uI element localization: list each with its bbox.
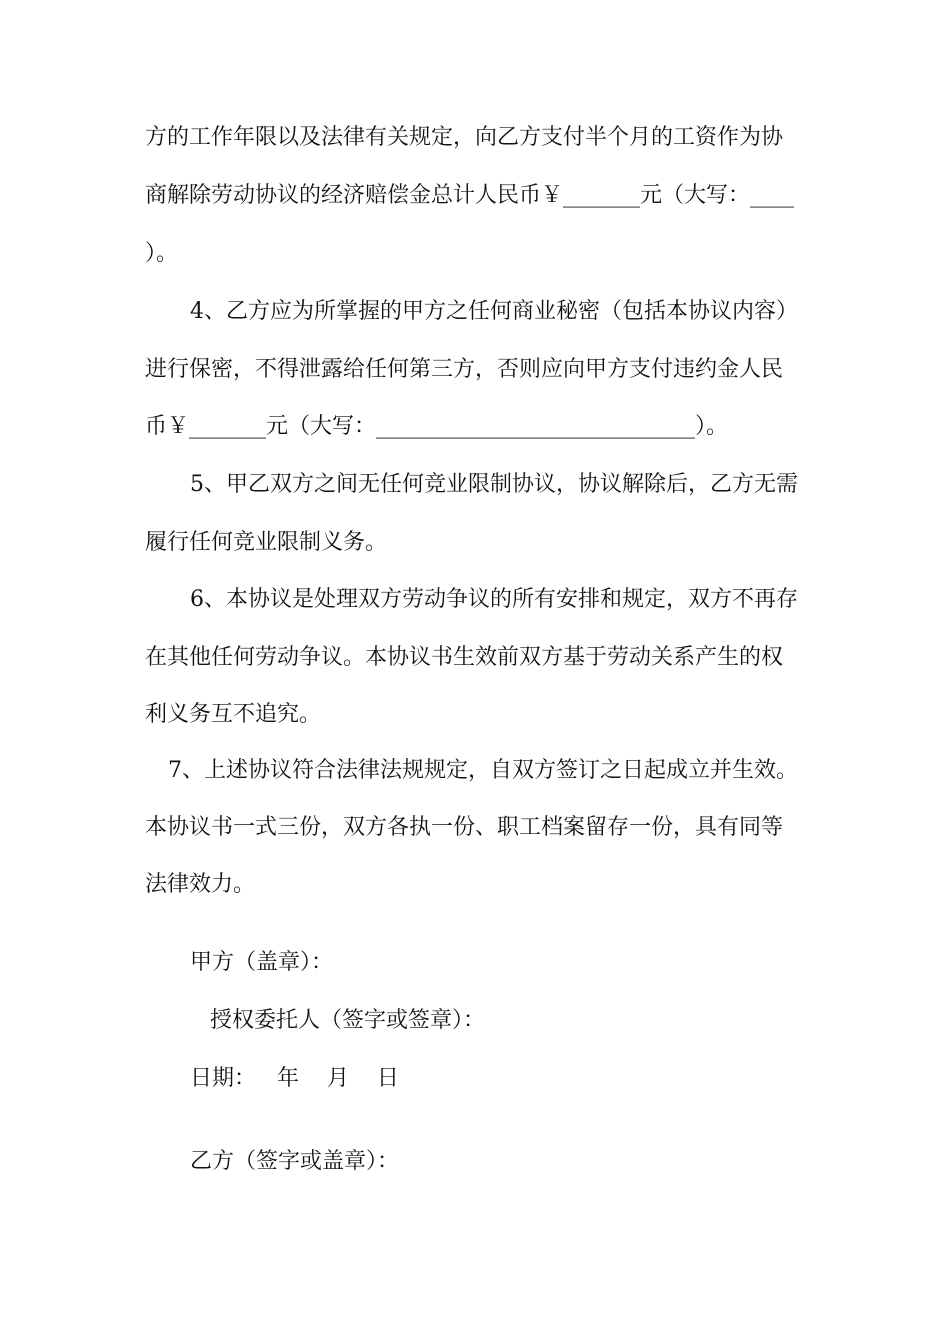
party-a-seal-label: 甲方（盖章）：: [190, 950, 334, 975]
clause-5-line-2: 履行任何竞业限制义务。: [145, 530, 388, 555]
clause-7-line-2: 本协议书一式三份，双方各执一份、职工档案留存一份，具有同等: [145, 815, 784, 840]
clause-5-line-1: 5、甲乙双方之间无任何竞业限制协议，协议解除后，乙方无需: [190, 472, 798, 497]
body-line-2: 商解除劳动协议的经济赔偿金总计人民币￥_______元（大写：____: [145, 183, 795, 208]
clause-7-line-1: 7、上述协议符合法律法规规定，自双方签订之日起成立并生效。: [168, 758, 798, 783]
clause-6-line-3: 利义务互不追究。: [145, 702, 322, 727]
clause-4-line-3: 币￥_______元（大写：_____________________________）。: [145, 414, 729, 439]
body-line-3: ）。: [145, 241, 179, 266]
clause-6-line-1: 6、本协议是处理双方劳动争议的所有安排和规定，双方不再存: [190, 587, 798, 612]
clause-4-line-1: 4、乙方应为所掌握的甲方之任何商业秘密（包括本协议内容）: [190, 299, 798, 324]
clause-4-line-2: 进行保密，不得泄露给任何第三方，否则应向甲方支付违约金人民: [145, 357, 784, 382]
authorized-agent-label: 授权委托人（签字或签章）：: [210, 1008, 486, 1033]
body-line-1: 方的工作年限以及法律有关规定，向乙方支付半个月的工资作为协: [145, 125, 784, 150]
party-b-signature-label: 乙方（签字或盖章）：: [190, 1149, 400, 1174]
date-label: 日期： 年 月 日: [190, 1066, 399, 1091]
clause-6-line-2: 在其他任何劳动争议。本协议书生效前双方基于劳动关系产生的权: [145, 645, 784, 670]
clause-7-line-3: 法律效力。: [145, 872, 256, 897]
